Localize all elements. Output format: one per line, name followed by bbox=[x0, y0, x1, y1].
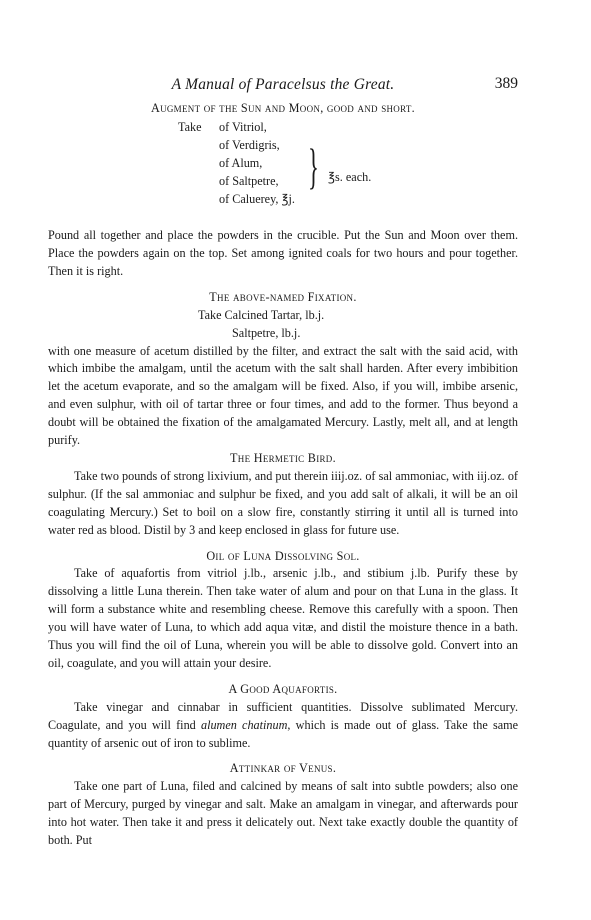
italic-term: alumen chatinum bbox=[200, 717, 288, 732]
section-heading-attinkar: Attinkar of Venus. bbox=[229, 761, 337, 776]
ingredient-item: of Vitriol, bbox=[219, 119, 267, 134]
quantity-note: ℥s. each. bbox=[328, 169, 372, 184]
running-title: A Manual of Paracelsus the Great. bbox=[171, 76, 395, 93]
paragraph-attinkar: Take one part of Luna, filed and calcined by means of salt into subtle powders; also one part of Mercury, purged by vinegar and salt. Make an amalgam in vinegar, and afterwards pour into hot water. Then take it and press it delicately out. Next take exactly double the quantity of both. Put bbox=[48, 779, 518, 848]
ingredient-item: of Caluerey, ℥j. bbox=[219, 191, 295, 206]
paragraph-hermetic-bird: Take two pounds of strong lixivium, and put therein iiij.oz. of sal ammoniac, with iij.oz. of sulphur. (If the sal ammoniac and sulphur be fixed, and you add salt of alkali, it will be an oil coagulating Mercury.) Set to boil on a slow fire, constantly stirring it until all is turned into water red as blood. Distil by 3 and keep enclosed in glass for future use. bbox=[48, 468, 518, 537]
ingredient-item: Saltpetre, lb.j. bbox=[232, 325, 301, 340]
section-heading-hermetic-bird: The Hermetic Bird. bbox=[230, 450, 336, 465]
ingredient-item: of Saltpetre, bbox=[219, 173, 279, 188]
ingredient-list bbox=[48, 119, 518, 227]
ingredient-item: Take Calcined Tartar, lb.j. bbox=[198, 307, 325, 322]
section-heading-aquafortis: A Good Aquafortis. bbox=[228, 681, 338, 696]
page-number: 389 bbox=[494, 75, 518, 92]
ingredient-item: of Alum, bbox=[219, 155, 263, 170]
curly-brace-icon: } bbox=[308, 137, 319, 194]
paragraph-fixation: with one measure of acetum distilled by the filter, and extract the salt with the said acid, with which imbibe the amalgam, until the acetum with the salt shall harden. After every imbibition let the acetum evaporate, and so the amalgam will be fixed. Also, if you will, imbibe arsenic, and even sulphur, with oil of tartar three or four times, and add to the former. Thus beyond a doubt will be obtained the fixation of the amalgamated Mercury. Lastly, melt all, and at length purify. bbox=[48, 343, 518, 448]
paragraph-sun-moon: Pound all together and place the powders in the crucible. Put the Sun and Moon over them. Place the powders again on the top. Set among ignited coals for two hours and pour together. Then it is right. bbox=[48, 227, 518, 278]
section-heading-sun-moon: Augment of the Sun and Moon, good and short. bbox=[150, 101, 416, 115]
ingredient-item: of Verdigris, bbox=[219, 137, 280, 152]
fixation-ingredients bbox=[48, 307, 518, 343]
section-heading-oil-luna: Oil of Luna Dissolving Sol. bbox=[206, 548, 360, 563]
paragraph-oil-luna: Take of aquafortis from vitriol j.lb., arsenic j.lb., and stibium j.lb. Purify these by dissolving a little Luna therein. Then take water of alum and pour on that Luna in the glass. It will form a substance white and resembling cheese. Remove this carefully with a spoon. Then you will have water of Luna, to which add aqua vitæ, and distil the moisture thence in a bath. Thus you will find the oil of Luna, wherein you will be able to dissolve gold. Convert into an oil, coagulate, and you will attain your desire. bbox=[48, 566, 518, 670]
page-body bbox=[48, 100, 518, 850]
paragraph-aquafortis bbox=[48, 699, 518, 753]
take-label: Take bbox=[178, 119, 202, 134]
text-run: , which is made out of glass. Take the same quantity of arsenic out of iron to sublime. bbox=[48, 717, 518, 750]
page-header bbox=[48, 76, 518, 96]
section-heading-fixation: The above-named Fixation. bbox=[209, 289, 357, 304]
text-run: Take vinegar and cinnabar in sufficient quantities. Dissolve sublimated Mercury. Coagulate, and you will find bbox=[48, 699, 518, 732]
